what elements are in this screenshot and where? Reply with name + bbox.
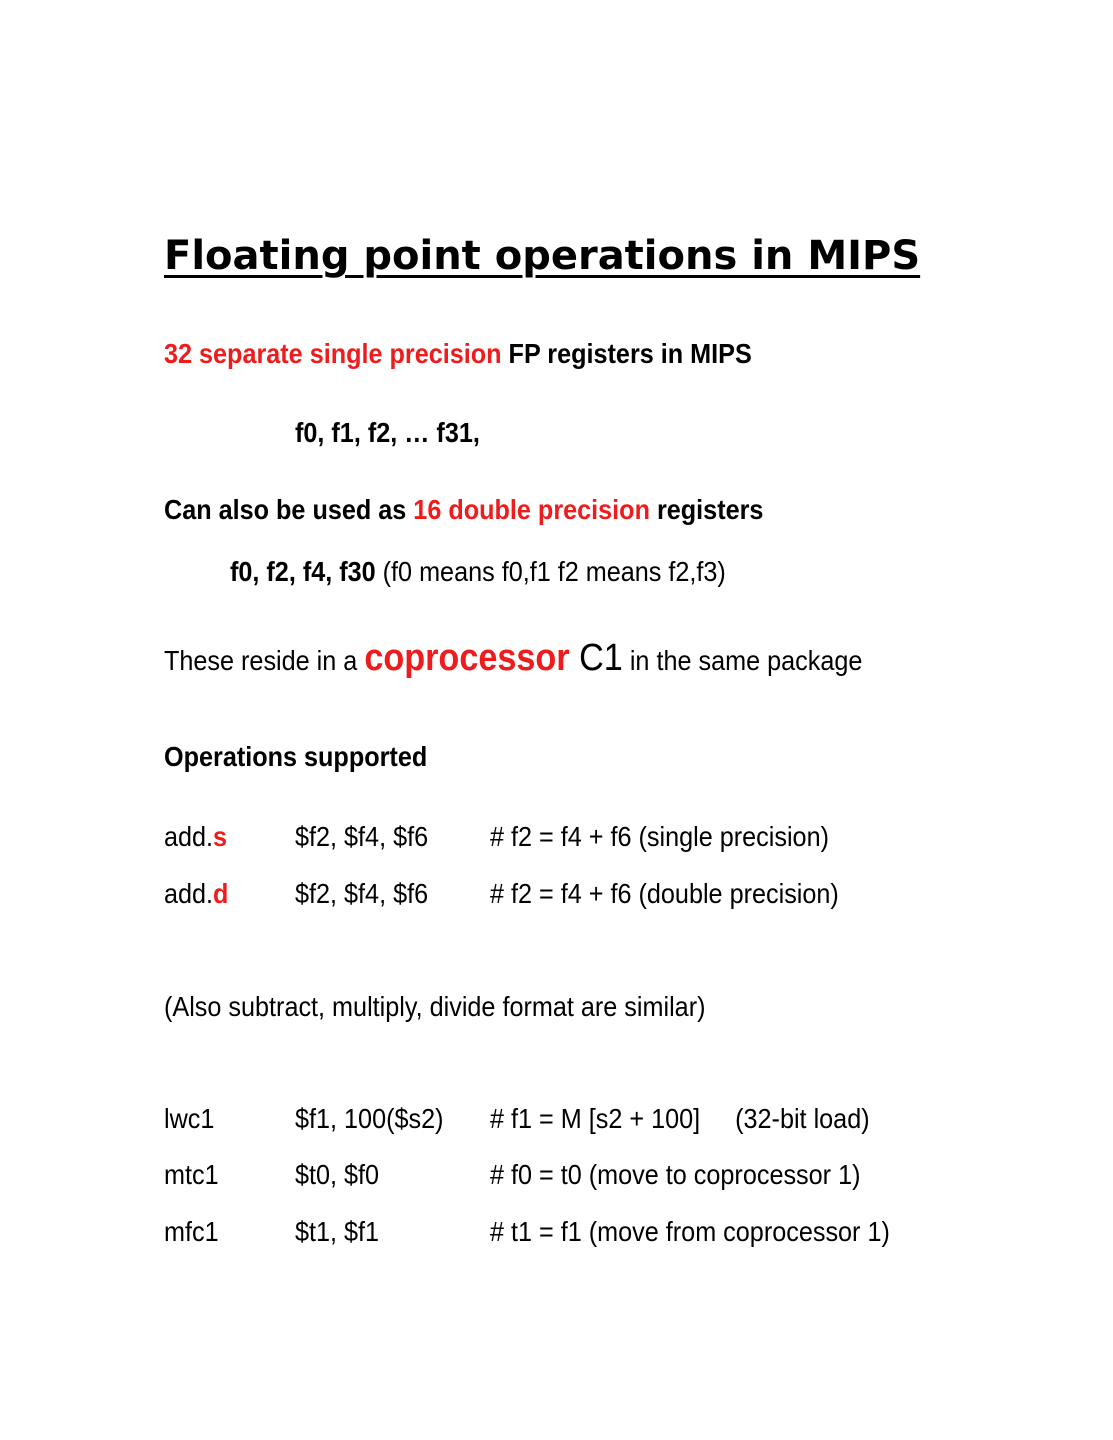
transfer-args: $t0, $f0: [295, 1159, 380, 1190]
single-precision-highlight: 32 separate single precision: [164, 338, 502, 369]
op-args: $f2, $f4, $f6: [295, 878, 429, 909]
op-comment: # f2 = f4 + f6 (single precision): [490, 821, 829, 852]
page-title: Floating point operations in MIPS: [164, 233, 921, 279]
transfer-comment: # f0 = t0 (move to coprocessor 1): [490, 1159, 861, 1190]
double-register-note: (f0 means f0,f1 f2 means f2,f3): [375, 556, 726, 587]
operations-heading: Operations supported: [164, 741, 428, 772]
op-comment: # f2 = f4 + f6 (double precision): [490, 878, 839, 909]
double-register-names: f0, f2, f4, f30: [230, 556, 376, 587]
double-precision-end: registers: [649, 494, 764, 525]
double-precision-line: [164, 493, 763, 527]
double-register-list: [230, 555, 726, 589]
coprocessor-suffix: in the same package: [622, 645, 863, 676]
single-precision-rest: FP registers in MIPS: [501, 338, 752, 369]
op-base: add.: [164, 878, 214, 909]
transfer-op: lwc1: [164, 1103, 215, 1134]
transfer-op: mtc1: [164, 1159, 219, 1190]
transfer-op: mfc1: [164, 1216, 219, 1247]
coprocessor-word: coprocessor: [364, 637, 570, 679]
transfer-args: $t1, $f1: [295, 1216, 380, 1247]
single-register-list: f0, f1, f2, … f31,: [295, 417, 480, 448]
op-suffix: s: [213, 821, 228, 852]
single-precision-line: [164, 337, 752, 371]
also-note: (Also subtract, multiply, divide format are similar): [164, 991, 706, 1022]
coprocessor-c1: C1: [569, 637, 623, 679]
double-precision-start: Can also be used as: [164, 494, 414, 525]
transfer-args: $f1, 100($s2): [295, 1103, 444, 1134]
op-add-s: [164, 820, 227, 854]
double-precision-highlight: 16 double precision: [413, 494, 650, 525]
coprocessor-prefix: These reside in a: [164, 645, 365, 676]
op-base: add.: [164, 821, 214, 852]
transfer-comment: # t1 = f1 (move from coprocessor 1): [490, 1216, 890, 1247]
op-args: $f2, $f4, $f6: [295, 821, 429, 852]
coprocessor-line: [164, 636, 862, 683]
transfer-comment: # f1 = M [s2 + 100] (32-bit load): [490, 1103, 870, 1134]
op-suffix: d: [213, 878, 229, 909]
op-add-d: [164, 877, 228, 911]
